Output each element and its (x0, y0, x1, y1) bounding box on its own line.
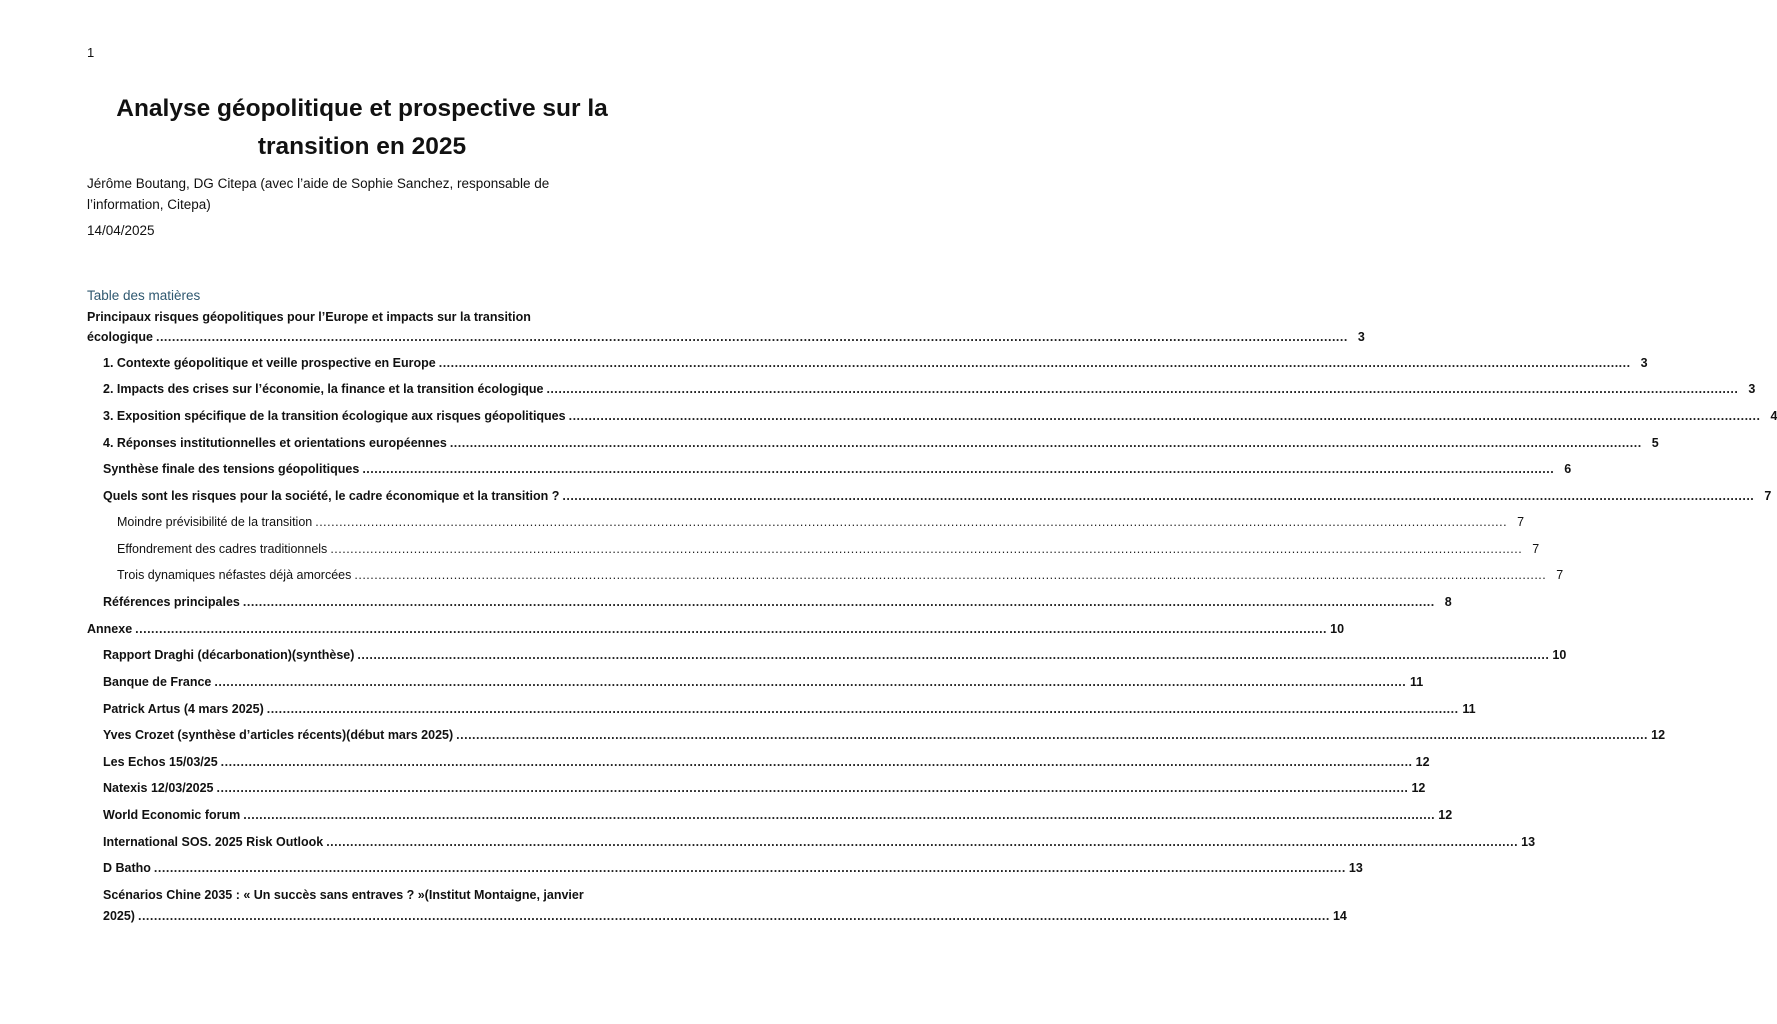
toc-leader-dots: ............................................................................................................................................................................................................................................................................................................ (214, 675, 1407, 689)
document-title (0, 90, 724, 166)
toc-leader-dots: ............................................................................................................................................................................................................................................................................................................ (546, 382, 1739, 396)
author-line (87, 173, 647, 215)
toc-entry-label: Natexis 12/03/2025 (103, 781, 214, 795)
toc-page-number: 13 (1348, 861, 1363, 875)
toc-leader-dots: ............................................................................................................................................................................................................................................................................................................ (243, 808, 1436, 822)
toc-page-number: 10 (1330, 622, 1345, 636)
toc-leader-dots: ............................................................................................................................................................................................................................................................................................................ (438, 356, 1631, 370)
toc-page-number: 10 (1552, 648, 1567, 662)
toc-page-number: 7 (1532, 542, 1540, 556)
toc-leader-dots: ............................................................................................................................................................................................................................................................................................................ (562, 489, 1755, 503)
toc-entry-label: Patrick Artus (4 mars 2025) (103, 702, 264, 716)
toc-leader-dots: ............................................................................................................................................................................................................................................................................................................ (216, 781, 1409, 795)
toc-leader-dots: ............................................................................................................................................................................................................................................................................................................ (242, 595, 1435, 609)
toc-entry-label: Synthèse finale des tensions géopolitiques (103, 462, 360, 476)
toc-page-number: 12 (1438, 808, 1453, 822)
page-number: 1 (87, 45, 95, 60)
toc-leader-dots: ............................................................................................................................................................................................................................................................................................................ (315, 515, 1508, 529)
toc-entry-label: Trois dynamiques néfastes déjà amorcées (117, 568, 352, 582)
toc-entry-synthese[interactable] (103, 461, 1572, 478)
toc-page-number: 7 (1517, 515, 1525, 529)
toc-entry-label: Rapport Draghi (décarbonation)(synthèse) (103, 648, 355, 662)
toc-entry-label: Annexe (87, 622, 133, 636)
toc-entry-label: 1. Contexte géopolitique et veille prospective en Europe (103, 356, 436, 370)
document-date: 14/04/2025 (87, 223, 155, 238)
toc-entry-first-line-1[interactable]: Principaux risques géopolitiques pour l’Europe et impacts sur la transition (87, 310, 531, 324)
toc-page-number: 8 (1444, 595, 1452, 609)
toc-entry-label: Les Echos 15/03/25 (103, 755, 218, 769)
toc-entry-label: Banque de France (103, 675, 212, 689)
toc-leader-dots: ............................................................................................................................................................................................................................................................................................................ (153, 861, 1346, 875)
toc-entry-intl-sos[interactable] (103, 834, 1536, 851)
toc-entry-previsibilite[interactable] (117, 514, 1525, 531)
toc-page-number: 12 (1415, 755, 1430, 769)
toc-entry-references[interactable] (103, 594, 1452, 611)
toc-leader-dots: ............................................................................................................................................................................................................................................................................................................ (568, 409, 1761, 423)
toc-page-number: 13 (1521, 835, 1536, 849)
toc-entry-label: International SOS. 2025 Risk Outlook (103, 835, 324, 849)
toc-entry-effondrement[interactable] (117, 541, 1540, 558)
toc-entry-risques-societe[interactable] (103, 488, 1772, 505)
toc-entry-label: 3. Exposition spécifique de la transition écologique aux risques géopolitiques (103, 409, 566, 423)
toc-entry-natexis[interactable] (103, 780, 1426, 797)
toc-entry-label: Références principales (103, 595, 240, 609)
toc-entry-artus[interactable] (103, 701, 1476, 718)
toc-leader-dots: ............................................................................................................................................................................................................................................................................................................ (135, 622, 1328, 636)
document-title-line-2: transition en 2025 (257, 133, 467, 160)
toc-leader-dots: ............................................................................................................................................................................................................................................................................................................ (137, 909, 1330, 923)
toc-leader-dots: ............................................................................................................................................................................................................................................................................................................ (354, 568, 1547, 582)
toc-entry-label: 2. Impacts des crises sur l’économie, la finance et la transition écologique (103, 382, 544, 396)
toc-leader-dots: ............................................................................................................................................................................................................................................................................................................ (266, 702, 1459, 716)
toc-entry-label: 4. Réponses institutionnelles et orientations européennes (103, 436, 447, 450)
toc-leader-dots: ............................................................................................................................................................................................................................................................................................................ (357, 648, 1550, 662)
toc-page-number: 12 (1411, 781, 1426, 795)
toc-entry-batho[interactable] (103, 860, 1363, 877)
toc-entry-label: World Economic forum (103, 808, 241, 822)
toc-entry-label: Quels sont les risques pour la société, le cadre économique et la transition ? (103, 489, 560, 503)
toc-page-number: 3 (1640, 356, 1648, 370)
toc-entry-contexte[interactable] (103, 355, 1648, 372)
toc-page-number: 11 (1462, 702, 1476, 716)
toc-page-number: 11 (1410, 675, 1424, 689)
toc-page-number: 14 (1332, 909, 1347, 923)
toc-leader-dots: ............................................................................................................................................................................................................................................................................................................ (326, 835, 1519, 849)
toc-leader-dots: ............................................................................................................................................................................................................................................................................................................ (220, 755, 1413, 769)
toc-entry-first[interactable] (87, 329, 1365, 346)
toc-leader-dots: ............................................................................................................................................................................................................................................................................................................ (456, 728, 1649, 742)
toc-entry-crozet[interactable] (103, 727, 1666, 744)
author-line-1: Jérôme Boutang, DG Citepa (avec l’aide de Sophie Sanchez, responsable de (87, 176, 550, 191)
toc-page-number: 4 (1770, 409, 1777, 423)
toc-leader-dots: ............................................................................................................................................................................................................................................................................................................ (362, 462, 1555, 476)
toc-page-number: 7 (1556, 568, 1564, 582)
toc-page-number: 5 (1651, 436, 1659, 450)
toc-entry-wef[interactable] (103, 807, 1453, 824)
toc-entry-label: écologique (87, 330, 153, 344)
toc-entry-last-line-1[interactable]: Scénarios Chine 2035 : « Un succès sans entraves ? »(Institut Montaigne, janvier (103, 888, 584, 902)
author-line-2: l’information, Citepa) (87, 197, 211, 212)
toc-entry-les-echos[interactable] (103, 754, 1430, 771)
toc-entry-label: D Batho (103, 861, 151, 875)
toc-entry-exposition[interactable] (103, 408, 1777, 425)
toc-heading: Table des matières (87, 288, 201, 303)
toc-entry-label: Moindre prévisibilité de la transition (117, 515, 313, 529)
toc-page-number: 12 (1651, 728, 1666, 742)
toc-leader-dots: ............................................................................................................................................................................................................................................................................................................ (155, 330, 1348, 344)
toc-page-number: 3 (1748, 382, 1756, 396)
document-title-line-1: Analyse géopolitique et prospective sur la (116, 95, 608, 122)
toc-leader-dots: ............................................................................................................................................................................................................................................................................................................ (449, 436, 1642, 450)
toc-entry-annexe[interactable] (87, 621, 1345, 638)
toc-page-number: 7 (1764, 489, 1772, 503)
toc-page-number: 3 (1357, 330, 1365, 344)
toc-entry-label: Effondrement des cadres traditionnels (117, 542, 328, 556)
toc-entry-draghi[interactable] (103, 647, 1567, 664)
toc-entry-label: Yves Crozet (synthèse d’articles récents)(début mars 2025) (103, 728, 454, 742)
toc-entry-chine-2035[interactable] (103, 908, 1347, 925)
toc-entry-impacts[interactable] (103, 381, 1756, 398)
toc-entry-reponses[interactable] (103, 435, 1659, 452)
toc-leader-dots: ............................................................................................................................................................................................................................................................................................................ (330, 542, 1523, 556)
toc-entry-dynamiques[interactable] (117, 567, 1564, 584)
toc-entry-banque-de-france[interactable] (103, 674, 1424, 691)
toc-entry-label: 2025) (103, 909, 135, 923)
toc-page-number: 6 (1564, 462, 1572, 476)
